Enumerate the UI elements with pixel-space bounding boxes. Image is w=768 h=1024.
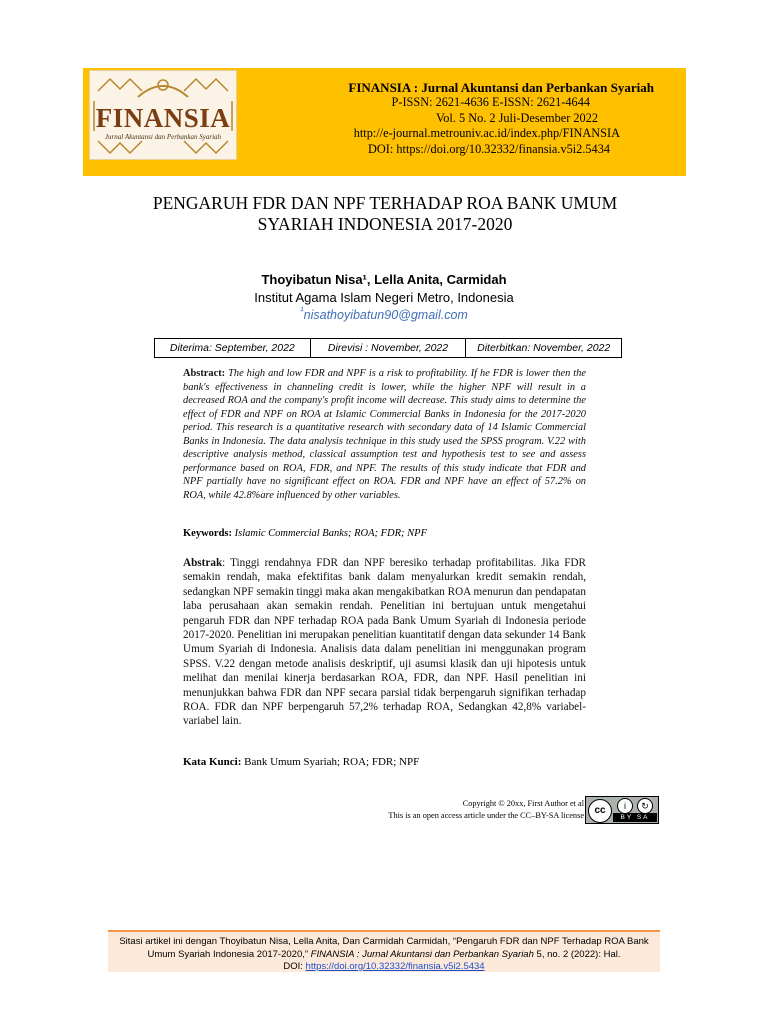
citation-line1: Sitasi artikel ini dengan Thoyibatun Nisa, Lella Anita, Dan Carmidah Carmidah, “Pengaruh FDR dan NPF Terhadap ROA Bank (119, 936, 649, 947)
cc-license-icon[interactable] (585, 796, 659, 824)
affiliation: Institut Agama Islam Negeri Metro, Indonesia (254, 290, 514, 305)
email-address[interactable]: nisathoyibatun90@gmail.com (303, 308, 468, 323)
keywords-text: Islamic Commercial Banks; ROA; FDR; NPF (232, 528, 427, 539)
citation-doi-link[interactable]: https://doi.org/10.32332/finansia.v5i2.5434 (305, 961, 485, 972)
copyright-line: Copyright © 20xx, First Author et al (462, 799, 584, 808)
date-revised: Direvisi : November, 2022 (311, 339, 467, 357)
attribution-icon: i (617, 798, 633, 814)
abstrak-text: : Tinggi rendahnya FDR dan NPF beresiko terhadap profitabilitas. Jika FDR semakin rendah, maka efektifitas bank dalam menyalurkan kredit semakin rendah, sedangkan NPF semakin tinggi maka akan mengakibatkan ROA menurun dan pendapatan laba perusahaan akan semakin rendah. Penelitian ini bertujuan untuk mengetahui pengaruh FDR dan NPF terhadap ROA pada Bank Umum Syariah di Indonesia periode 2017-2020. Penelitian ini merupakan penelitian kuantitatif dengan data sekunder 14 Bank Umum Syariah di Indonesia. Analisis data dalam penelitian ini menggunakan program SPSS. V.22 dengan metode analisis deskriptif, uji asumsi klasik dan uji hipotesis untuk melihat dan menilai kinerja berdasarkan ROA, FDR, dan NPF. Hasil penelitian ini menunjukkan bahwa FDR dan NPF secara parsial tidak berpengaruh signifikan terhadap ROA. FDR dan NPF berpengaruh 57,2% terhadap ROA, Sedangkan 42,8% variabel-variabel lain. (183, 557, 586, 728)
citation-journal: FINANSIA : Jurnal Akuntansi dan Perbankan Syariah (308, 948, 534, 960)
journal-issn: P-ISSN: 2621-4636 E-ISSN: 2621-4644 (391, 95, 590, 110)
keywords-indonesian (183, 756, 586, 768)
cc-badge-label: BY SA (613, 813, 657, 822)
abstrak-label: Abstrak (183, 557, 223, 569)
logo-text: FINANSIA (95, 103, 231, 133)
journal-volume: Vol. 5 No. 2 Juli-Desember 2022 (435, 110, 598, 125)
kata-kunci-text: Bank Umum Syariah; ROA; FDR; NPF (241, 756, 420, 768)
author-list: Thoyibatun Nisa¹, Lella Anita, Carmidah (261, 272, 507, 287)
paper-title (120, 193, 650, 235)
citation-doi (108, 961, 660, 974)
journal-header (83, 68, 686, 176)
citation-line2-end: 5, no. 2 (2022): Hal. (533, 948, 621, 960)
author-email[interactable] (0, 306, 768, 322)
date-received: Diterima: September, 2022 (155, 339, 311, 357)
citation-doi-label: DOI: (283, 961, 306, 972)
journal-name: FINANSIA : Jurnal Akuntansi dan Perbankan Syariah (348, 80, 654, 95)
journal-url[interactable]: http://e-journal.metrouniv.ac.id/index.php/FINANSIA (353, 126, 620, 141)
cc-icon: cc (588, 799, 612, 823)
abstract-text: The high and low FDR and NPF is a risk to profitability. If he FDR is lower then the bank's effectiveness in channeling credit is lower, while the higher NPF will result in a decreased ROA and the company's profit income will decrease. This study aims to determine the effect of FDR and NPF on ROA at Islamic Commercial Banks in Indonesia for the 2017-2020 period. This research is a quantitative research with secondary data of 14 Islamic Commercial Banks in Indonesia. The data analysis technique in this study used the SPSS program. V.22 with descriptive analysis method, classical assumption test and hypothesis test to see and assess performance based on ROA, FDR, and NPF. The results of this study indicate that FDR and NPF partially have no significant effect on ROA. FDR and NPF have an effect of 57.2% on ROA, while 42.8%are influenced by other variables. (183, 368, 586, 501)
citation-line2 (108, 949, 660, 962)
share-alike-icon: ↻ (637, 798, 653, 814)
paper-title-line2: SYARIAH INDONESIA 2017-2020 (257, 214, 513, 234)
paper-title-line1: PENGARUH FDR DAN NPF TERHADAP ROA BANK UMUM (152, 193, 618, 213)
citation-line2-start: Umum Syariah Indonesia 2017-2020,” (147, 948, 309, 960)
email-marker: ¹ (300, 306, 304, 317)
journal-info (83, 80, 686, 157)
dates-table (154, 338, 622, 358)
date-published: Diterbitkan: November, 2022 (477, 342, 611, 354)
journal-doi[interactable]: DOI: https://doi.org/10.32332/finansia.v5i2.5434 (368, 141, 610, 156)
citation-box (108, 930, 660, 972)
keywords-label: Keywords: (183, 528, 232, 539)
license-line: This is an open access article under the CC–BY-SA license (388, 811, 584, 820)
kata-kunci-label: Kata Kunci: (183, 756, 242, 768)
copyright-notice (300, 798, 584, 822)
abstract-indonesian (183, 556, 586, 729)
keywords-english (183, 528, 586, 539)
logo-subtitle: Jurnal Akuntansi dan Perbankan Syariah (104, 133, 222, 141)
abstract-label: Abstract: (183, 368, 226, 379)
abstract-english (183, 367, 586, 502)
